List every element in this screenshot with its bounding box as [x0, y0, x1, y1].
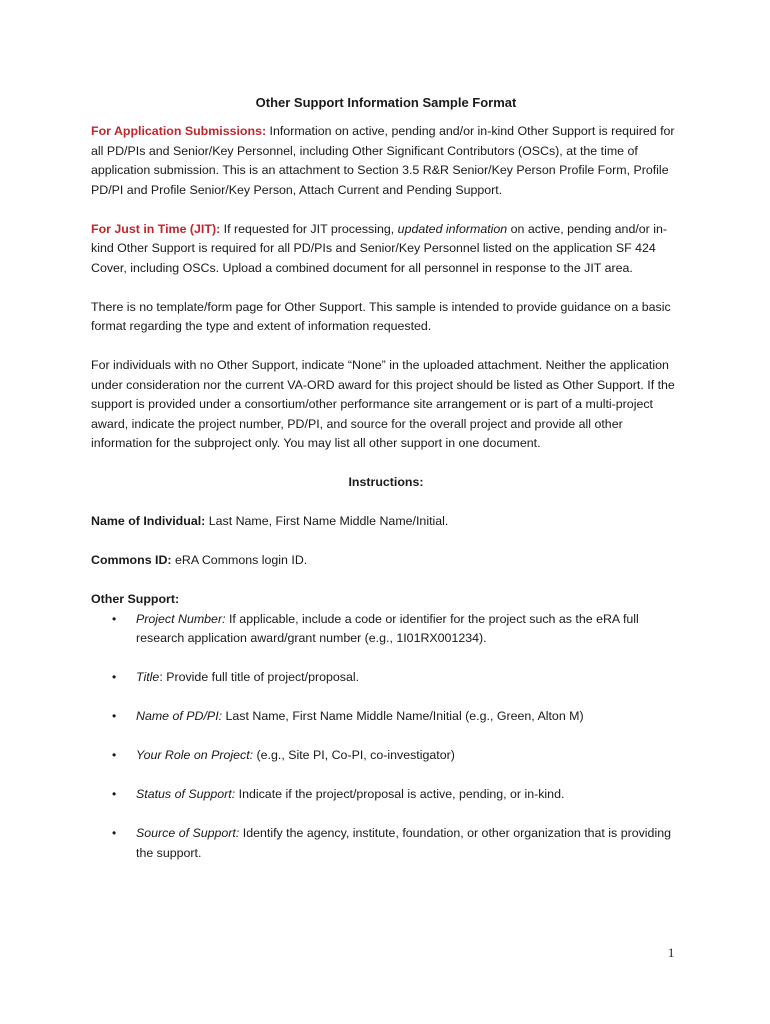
- name-of-individual-text: Last Name, First Name Middle Name/Initial.: [205, 514, 449, 528]
- bullet-icon: •: [112, 709, 117, 723]
- bullet-text: : Provide full title of project/proposal.: [159, 670, 360, 684]
- application-submissions-label: For Application Submissions:: [91, 124, 267, 138]
- commons-id-label: Commons ID:: [91, 553, 172, 567]
- bullet-label: Your Role on Project:: [136, 748, 254, 762]
- no-template-paragraph: There is no template/form page for Other Support. This sample is intended to provide guidance on a basic format regarding the type and extent of information requested.: [91, 299, 671, 333]
- bullet-text: Last Name, First Name Middle Name/Initial (e.g., Green, Alton M): [222, 709, 584, 723]
- jit-paragraph: [91, 220, 681, 279]
- bullet-icon: •: [112, 748, 117, 762]
- document-page: [91, 93, 681, 883]
- bullet-text: (e.g., Site PI, Co-PI, co-investigator): [253, 748, 455, 762]
- document-title: Other Support Information Sample Format: [255, 95, 517, 110]
- jit-emphasis: updated information: [397, 221, 508, 236]
- no-support-paragraph: For individuals with no Other Support, indicate “None” in the uploaded attachment. Neither the application under consideration nor the current VA-ORD award for this project should be listed as Other Support. If the support is provided under a consortium/other performance site arrangement or is part of a multi-project award, indicate the project number, PD/PI, and source for the overall project and provide all other information for the subproject only. You may list all other support in one document.: [91, 358, 675, 450]
- bullet-icon: •: [112, 826, 117, 840]
- bullet-text: Indicate if the project/proposal is active, pending, or in-kind.: [235, 787, 565, 801]
- list-item: [91, 610, 681, 649]
- commons-id-text: eRA Commons login ID.: [171, 553, 308, 567]
- list-item: [91, 668, 681, 688]
- bullet-text: If applicable, include a code or identifier for the project such as the eRA full research application award/grant number (e.g., 1I01RX001234).: [136, 611, 639, 645]
- list-item: [91, 707, 681, 727]
- jit-text-after: on active, pending and/or in-kind Other Support is required for all PD/PIs and Senior/Key Personnel listed on the application SF 424 Cover, including OSCs. Upload a combined document for all personnel in response to the JIT area.: [91, 221, 668, 275]
- bullet-label: Name of PD/PI:: [136, 709, 223, 723]
- name-of-individual-paragraph: [91, 512, 681, 532]
- bullet-icon: •: [112, 670, 117, 684]
- bullet-label: Status of Support:: [136, 787, 236, 801]
- commons-id-paragraph: [91, 551, 681, 571]
- other-support-list: [91, 610, 681, 864]
- name-of-individual-label: Name of Individual:: [91, 514, 206, 528]
- list-item: [91, 785, 681, 805]
- application-submissions-paragraph: [91, 122, 681, 200]
- list-item: [91, 824, 681, 863]
- bullet-label: Project Number:: [136, 611, 226, 626]
- jit-text-before: If requested for JIT processing,: [220, 221, 398, 236]
- instructions-heading: Instructions:: [348, 475, 424, 489]
- page-number: 1: [668, 946, 675, 960]
- other-support-heading: Other Support:: [91, 592, 180, 606]
- bullet-label: Source of Support:: [136, 826, 240, 840]
- bullet-icon: •: [112, 787, 117, 801]
- bullet-label: Title: [136, 670, 160, 684]
- list-item: [91, 746, 681, 766]
- bullet-text: Identify the agency, institute, foundation, or other organization that is providing the support.: [136, 826, 671, 860]
- bullet-icon: •: [112, 611, 117, 626]
- application-submissions-text: Information on active, pending and/or in-kind Other Support is required for all PD/PIs and Senior/Key Personnel, including Other Significant Contributors (OSCs), at the time of application submission. This is an attachment to Section 3.5 R&R Senior/Key Person Profile Form, Profile PD/PI and Profile Senior/Key Person, Attach Current and Pending Support.: [91, 124, 675, 197]
- jit-label: For Just in Time (JIT):: [91, 221, 221, 236]
